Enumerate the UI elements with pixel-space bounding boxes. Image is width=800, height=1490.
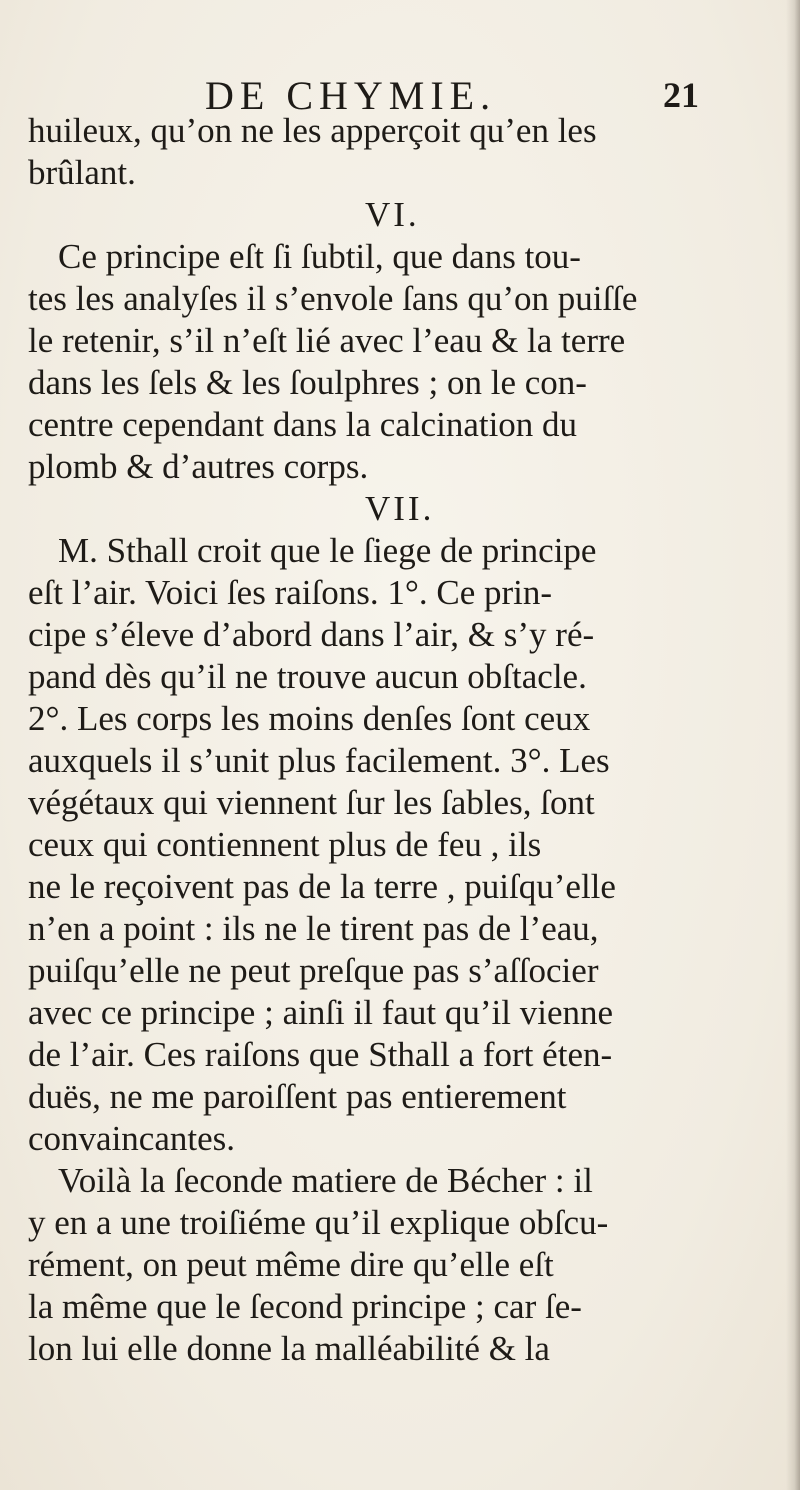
text-line: 2°. Les corps les moins denſes ſont ceux bbox=[28, 699, 591, 738]
text-line: auxquels il s’unit plus facilement. 3°. Les bbox=[28, 741, 610, 780]
section-heading-vii: VII. bbox=[365, 489, 435, 528]
text-line: convaincantes. bbox=[28, 1119, 235, 1158]
text-line: la même que le ſecond principe ; car ſe- bbox=[28, 1287, 582, 1326]
text-line: végétaux qui viennent ſur les ſables, ſont bbox=[28, 783, 595, 822]
text-line: n’en a point : ils ne le tirent pas de l’eau, bbox=[28, 909, 599, 948]
text-line: puiſqu’elle ne peut preſque pas s’aſſocier bbox=[28, 951, 599, 990]
text-line: y en a une troiſiéme qu’il explique obſcu- bbox=[28, 1203, 609, 1242]
page-number: 21 bbox=[663, 75, 699, 115]
text-line: centre cependant dans la calcination du bbox=[28, 405, 578, 444]
text-line: rément, on peut même dire qu’elle eſt bbox=[28, 1245, 554, 1284]
text-line: cipe s’éleve d’abord dans l’air, & s’y ré- bbox=[28, 615, 595, 654]
text-line: eſt l’air. Voici ſes raiſons. 1°. Ce prin- bbox=[28, 573, 553, 612]
section-heading-vi: VI. bbox=[365, 195, 420, 234]
page-edge-shadow bbox=[786, 0, 800, 1490]
text-line: pand dès qu’il ne trouve aucun obſtacle. bbox=[28, 657, 587, 696]
text-line: Ce principe eſt ſi ſubtil, que dans tou- bbox=[58, 237, 581, 276]
text-line: avec ce principe ; ainſi il faut qu’il vienne bbox=[28, 993, 614, 1032]
text-line: Voilà la ſeconde matiere de Bécher : il bbox=[58, 1161, 593, 1200]
running-head: DE CHYMIE. bbox=[205, 73, 497, 118]
text-line: plomb & d’autres corps. bbox=[28, 447, 369, 486]
text-line: M. Sthall croit que le ſiege de principe bbox=[58, 531, 597, 570]
text-line: ne le reçoivent pas de la terre , puiſqu’elle bbox=[28, 867, 616, 906]
text-line: huileux, qu’on ne les apperçoit qu’en les bbox=[28, 111, 597, 150]
text-line: ceux qui contiennent plus de feu , ils bbox=[28, 825, 542, 864]
text-line: dans les ſels & les ſoulphres ; on le con- bbox=[28, 363, 587, 402]
text-line: brûlant. bbox=[28, 153, 136, 192]
text-line: duës, ne me paroiſſent pas entierement bbox=[28, 1077, 567, 1116]
text-line: lon lui elle donne la malléabilité & la bbox=[28, 1329, 550, 1368]
text-line: tes les analyſes il s’envole ſans qu’on puiſſe bbox=[28, 279, 638, 318]
text-line: le retenir, s’il n’eſt lié avec l’eau & la terre bbox=[28, 321, 626, 360]
text-line: de l’air. Ces raiſons que Sthall a fort éten- bbox=[28, 1035, 613, 1074]
